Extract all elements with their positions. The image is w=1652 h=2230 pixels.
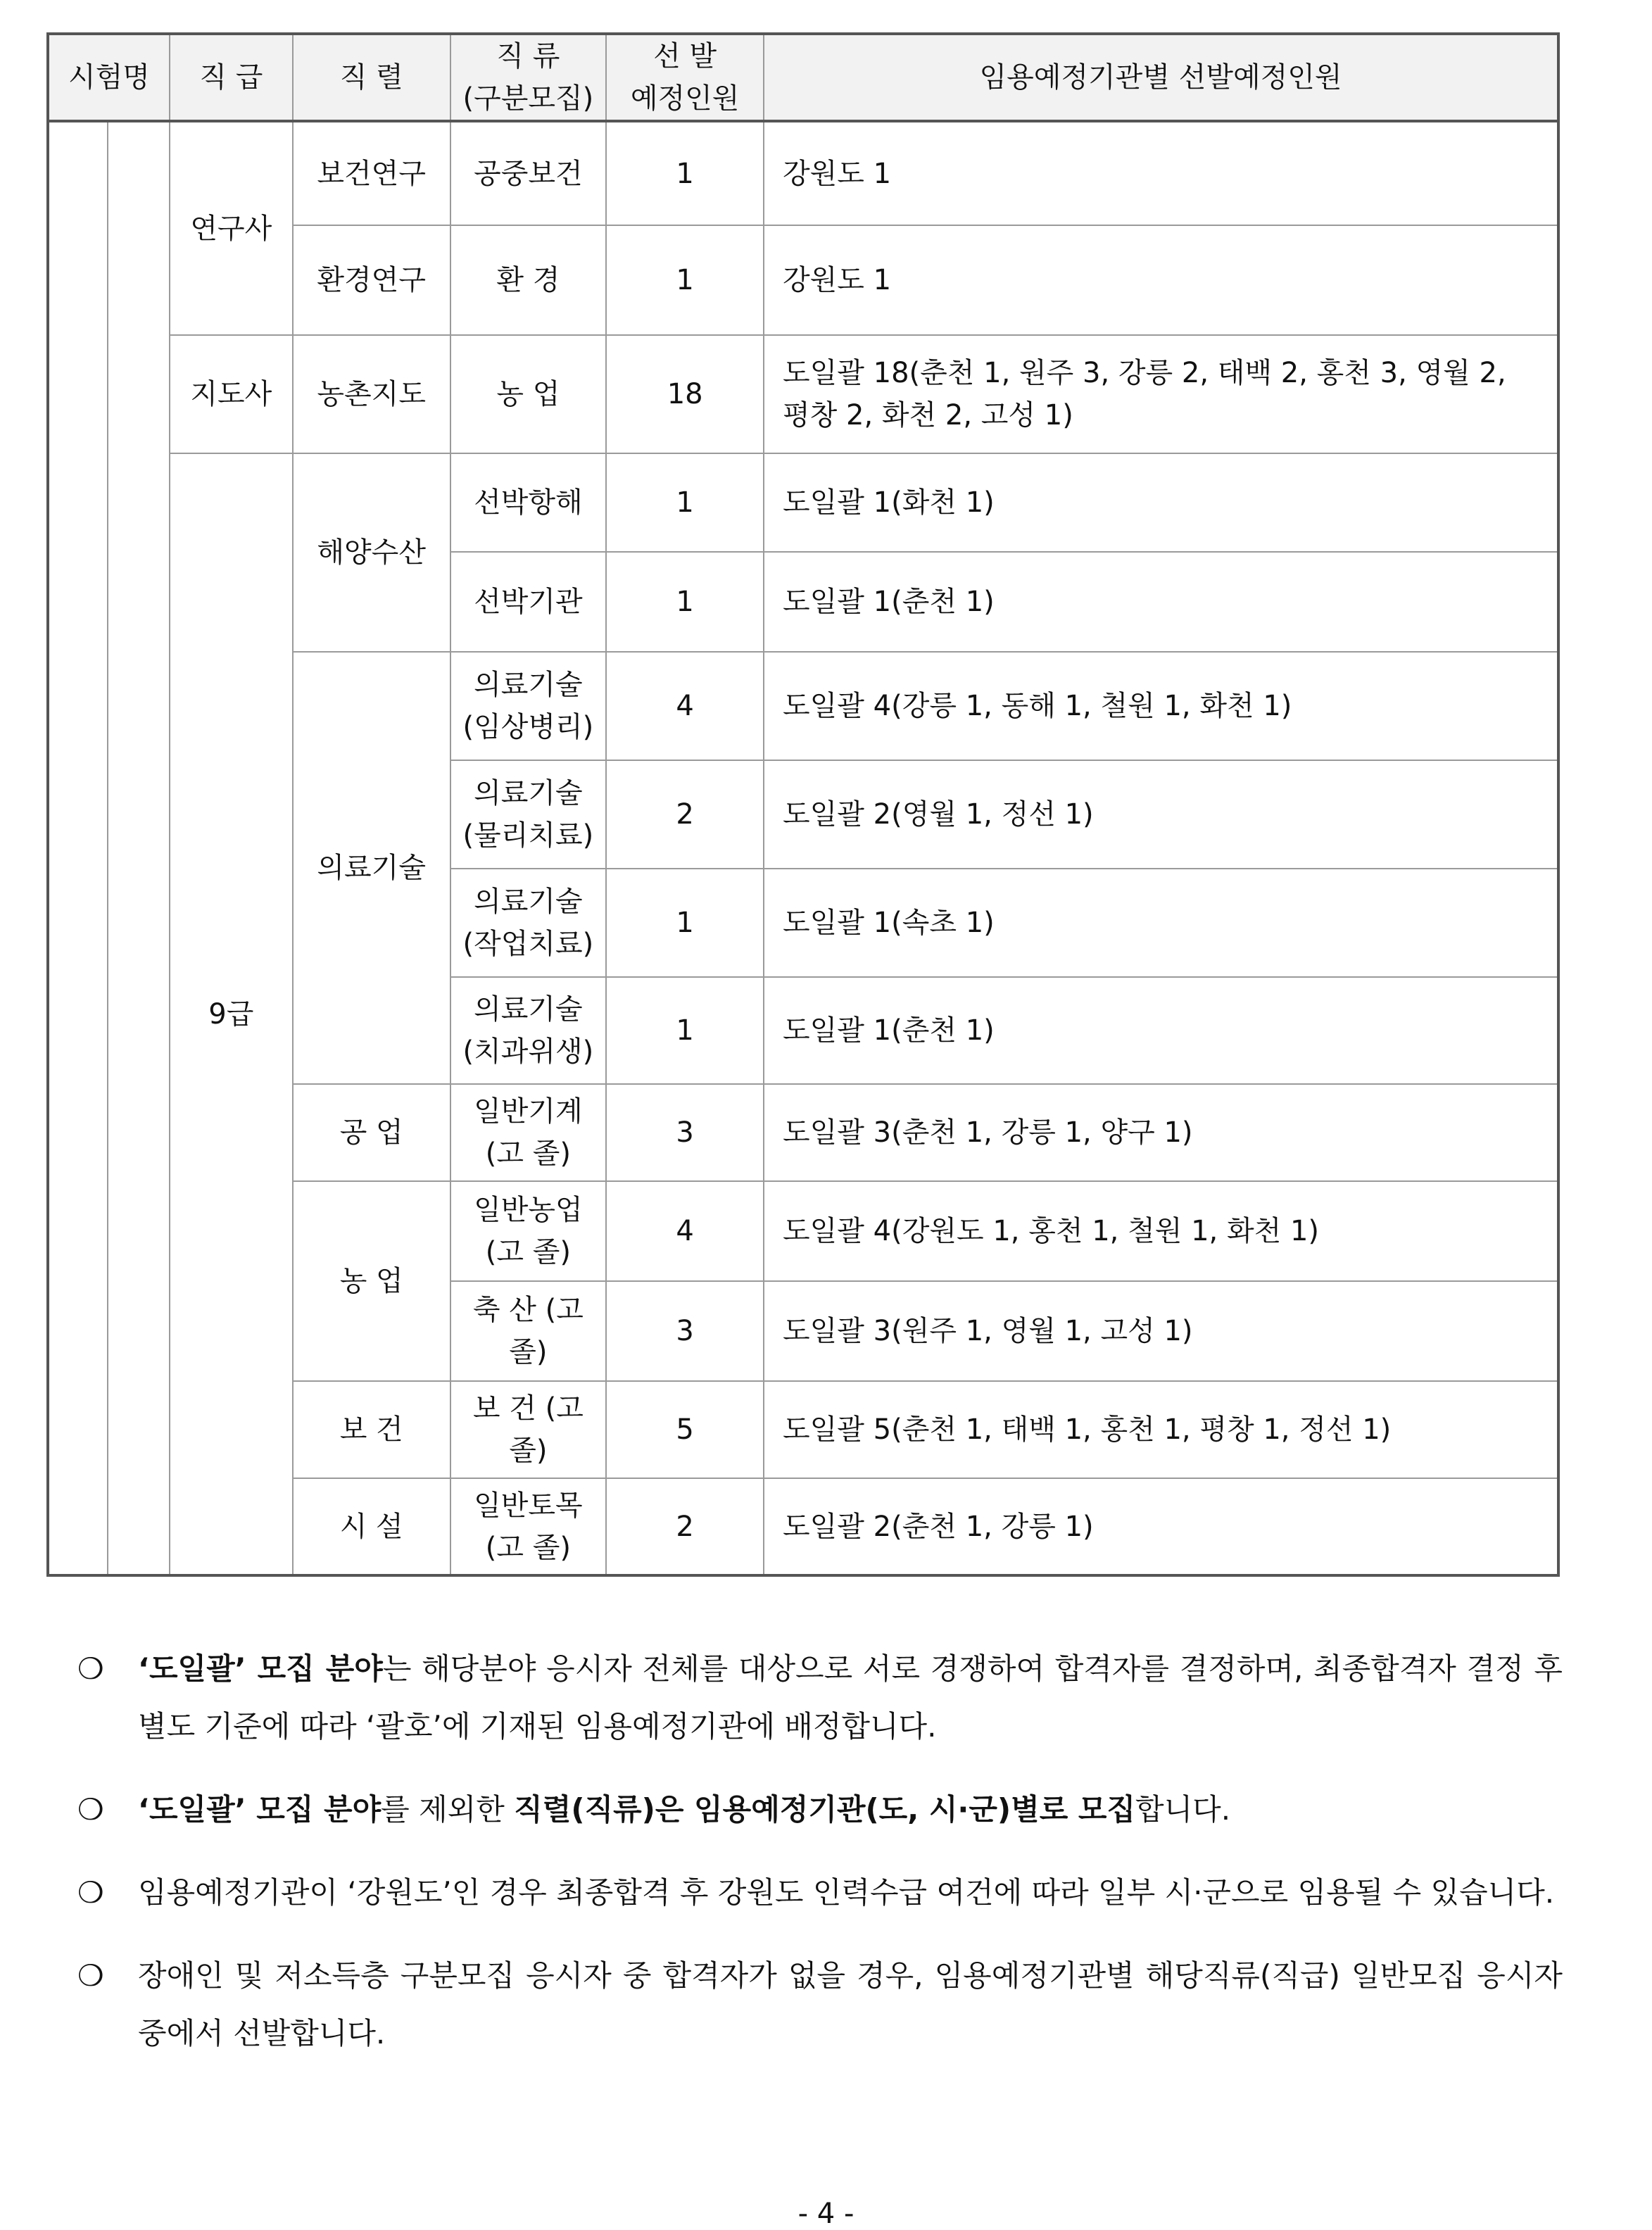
count-cell: 1 (606, 977, 764, 1084)
allocation-cell: 강원도 1 (764, 121, 1558, 225)
allocation-cell: 도일괄 5(춘천 1, 태백 1, 홍천 1, 평창 1, 정선 1) (764, 1381, 1558, 1478)
header-series: 직 렬 (293, 34, 450, 121)
series-cell: 해양수산 (293, 453, 450, 652)
category-cell: 보 건 (고 졸) (450, 1381, 607, 1478)
category-cell: 의료기술 (임상병리) (450, 652, 607, 760)
count-cell: 18 (606, 335, 764, 453)
series-cell: 보 건 (293, 1381, 450, 1478)
count-cell: 2 (606, 760, 764, 869)
grade-cell: 지도사 (170, 335, 293, 453)
header-allocation: 임용예정기관별 선발예정인원 (764, 34, 1558, 121)
category-cell: 일반토목 (고 졸) (450, 1478, 607, 1575)
count-cell: 4 (606, 652, 764, 760)
note-item: ❍ ‘도일괄’ 모집 분야는 해당분야 응시자 전체를 대상으로 서로 경쟁하여 합격자를 결정하며, 최종합격자 결정 후 별도 기준에 따라 ‘괄호’에 기재된 임용예정기관에 배정합니다. (77, 1640, 1563, 1756)
note-item: ❍ ‘도일괄’ 모집 분야를 제외한 직렬(직류)은 임용예정기관(도, 시·군)별로 모집합니다. (77, 1781, 1563, 1839)
count-cell: 2 (606, 1478, 764, 1575)
category-cell: 의료기술 (물리치료) (450, 760, 607, 869)
page-number: - 4 - (797, 2198, 855, 2230)
note-item: ❍ 임용예정기관이 ‘강원도’인 경우 최종합격 후 강원도 인력수급 여건에 따라 일부 시·군으로 임용될 수 있습니다. (77, 1864, 1563, 1922)
notes-section (77, 1640, 1563, 2088)
count-cell: 4 (606, 1181, 764, 1281)
allocation-cell: 도일괄 3(원주 1, 영월 1, 고성 1) (764, 1281, 1558, 1381)
series-cell: 환경연구 (293, 225, 450, 335)
allocation-cell: 도일괄 3(춘천 1, 강릉 1, 양구 1) (764, 1084, 1558, 1181)
category-cell: 선박기관 (450, 552, 607, 652)
category-cell: 의료기술 (작업치료) (450, 869, 607, 977)
table-header-row (48, 34, 1558, 121)
series-cell: 보건연구 (293, 121, 450, 225)
table-row (48, 335, 1558, 453)
exam-name-cell (48, 121, 108, 1575)
grade-cell: 연구사 (170, 121, 293, 335)
allocation-cell: 도일괄 1(춘천 1) (764, 552, 1558, 652)
count-cell: 5 (606, 1381, 764, 1478)
circle-bullet-icon: ❍ (77, 1651, 104, 1686)
category-cell: 의료기술 (치과위생) (450, 977, 607, 1084)
allocation-cell: 도일괄 4(강릉 1, 동해 1, 철원 1, 화천 1) (764, 652, 1558, 760)
circle-bullet-icon: ❍ (77, 1792, 104, 1827)
count-cell: 1 (606, 869, 764, 977)
circle-bullet-icon: ❍ (77, 1958, 104, 1993)
count-cell: 1 (606, 225, 764, 335)
category-cell: 일반기계 (고 졸) (450, 1084, 607, 1181)
count-cell: 3 (606, 1084, 764, 1181)
category-cell: 선박항해 (450, 453, 607, 552)
allocation-cell: 도일괄 2(영월 1, 정선 1) (764, 760, 1558, 869)
category-cell: 농 업 (450, 335, 607, 453)
allocation-cell: 강원도 1 (764, 225, 1558, 335)
allocation-cell: 도일괄 2(춘천 1, 강릉 1) (764, 1478, 1558, 1575)
circle-bullet-icon: ❍ (77, 1875, 104, 1910)
header-category: 직 류 (구분모집) (450, 34, 607, 121)
header-exam-name: 시험명 (48, 34, 170, 121)
series-cell: 농 업 (293, 1181, 450, 1381)
category-cell: 축 산 (고 졸) (450, 1281, 607, 1381)
series-cell: 시 설 (293, 1478, 450, 1575)
allocation-cell: 도일괄 1(화천 1) (764, 453, 1558, 552)
count-cell: 1 (606, 552, 764, 652)
header-count: 선 발 예정인원 (606, 34, 764, 121)
category-cell: 환 경 (450, 225, 607, 335)
count-cell: 1 (606, 453, 764, 552)
series-cell: 농촌지도 (293, 335, 450, 453)
table-row (48, 453, 1558, 552)
grade-cell: 9급 (170, 453, 293, 1575)
series-cell: 공 업 (293, 1084, 450, 1181)
count-cell: 3 (606, 1281, 764, 1381)
header-grade: 직 급 (170, 34, 293, 121)
allocation-cell: 도일괄 1(속초 1) (764, 869, 1558, 977)
category-cell: 공중보건 (450, 121, 607, 225)
exam-name-subcell (108, 121, 169, 1575)
table-row (48, 121, 1558, 225)
category-cell: 일반농업 (고 졸) (450, 1181, 607, 1281)
recruitment-table (46, 32, 1560, 1577)
series-cell: 의료기술 (293, 652, 450, 1084)
allocation-cell: 도일괄 1(춘천 1) (764, 977, 1558, 1084)
allocation-cell: 도일괄 4(강원도 1, 홍천 1, 철원 1, 화천 1) (764, 1181, 1558, 1281)
note-item: ❍ 장애인 및 저소득층 구분모집 응시자 중 합격자가 없을 경우, 임용예정기관별 해당직류(직급) 일반모집 응시자 중에서 선발합니다. (77, 1947, 1563, 2062)
count-cell: 1 (606, 121, 764, 225)
allocation-cell: 도일괄 18(춘천 1, 원주 3, 강릉 2, 태백 2, 홍천 3, 영월 2, 평창 2, 화천 2, 고성 1) (764, 335, 1558, 453)
